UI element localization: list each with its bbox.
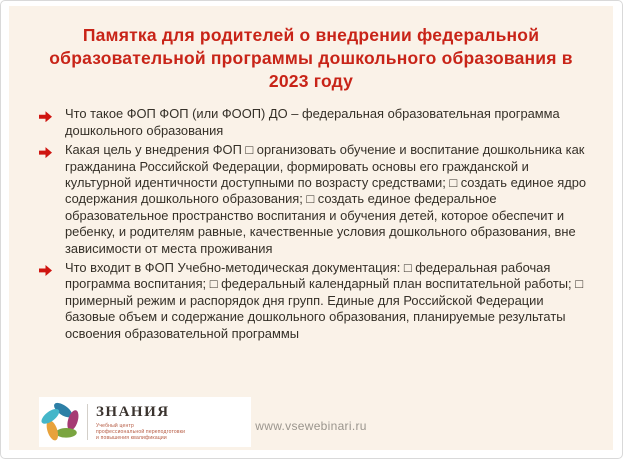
- bullet-text: Какая цель у внедрения ФОП □ организовать обучение и воспитание дошкольника как гражданина Российской Федерации, формировать основы его гражданской и культурной идентичности доступными по возрасту средствами; □ создать единое ядро содержания дошкольного образования; □ создать единое федеральное образовательное пространство воспитания и обучения детей, которое обеспечит и ребенку, и родителям равные, качественные условия дошкольного образования, вне зависимости от места проживания: [65, 142, 587, 256]
- logo-subtitle-line: профессиональной переподготовки: [96, 428, 186, 435]
- list-item: [39, 106, 587, 139]
- bullet-arrow-icon: [39, 142, 65, 257]
- logo-subtitle-line: Учебный центр: [96, 422, 134, 429]
- slide-body: [39, 106, 587, 342]
- bullet-arrow-icon: [39, 260, 65, 342]
- bullet-arrow-icon: [39, 106, 65, 139]
- logo-subtitle-line: и повышения квалификации: [96, 434, 167, 441]
- bullet-text: Что входит в ФОП Учебно-методическая документация: □ федеральная рабочая программа воспитания; □ федеральный календарный план воспитательной работы; □ примерный режим и распорядок дня групп. Единые для Российской Федерации базовые объем и содержание дошкольного образования, планируемые результаты освоения образовательной программы: [65, 259, 583, 341]
- website-url: www.vsewebinari.ru: [255, 419, 367, 433]
- presentation-slide: [9, 6, 613, 450]
- bullet-text: Что такое ФОП ФОП (или ФООП) ДО – федеральная образовательная программа дошкольного образования: [65, 106, 560, 138]
- list-item: [39, 260, 587, 342]
- logo-title: ЗНАНИЯ: [96, 403, 170, 420]
- slide-title: Памятка для родителей о внедрении федеральной образовательной программы дошкольного образования в 2023 году: [49, 25, 573, 92]
- list-item: [39, 142, 587, 257]
